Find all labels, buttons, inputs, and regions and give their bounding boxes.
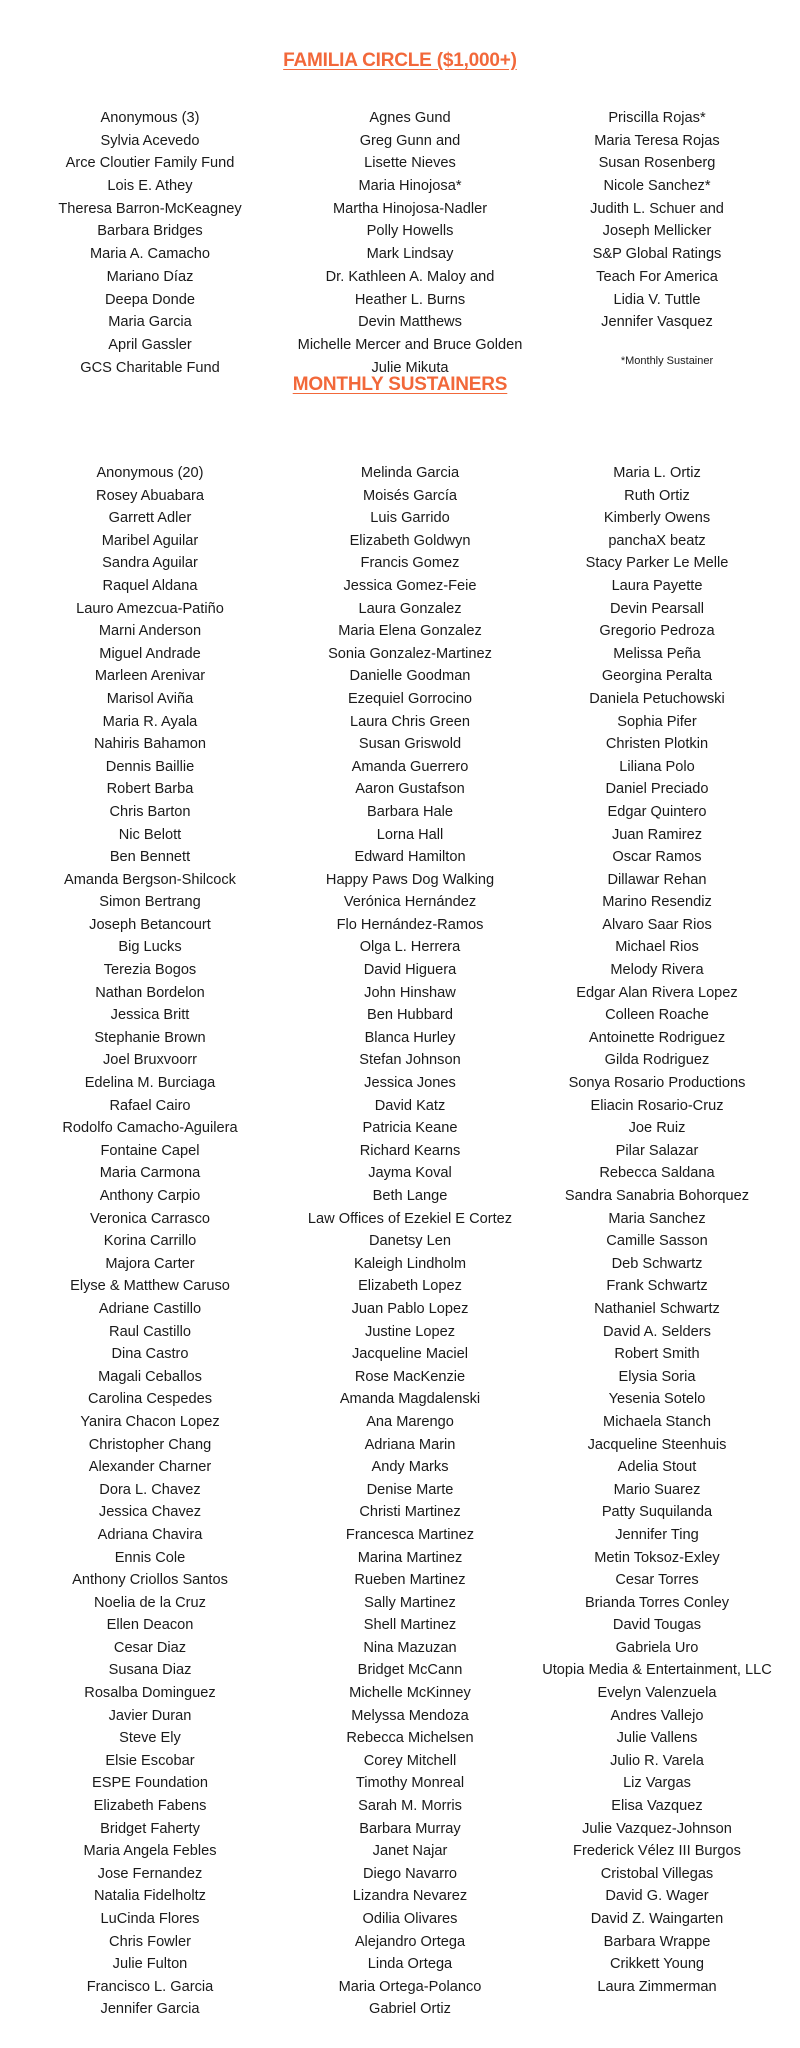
donor-name: Raul Castillo [109,1323,191,1340]
donor-name: Jose Fernandez [97,1865,203,1882]
donor-name: Aaron Gustafson [355,781,465,798]
donor-name: Michelle Mercer and Bruce Golden [297,336,523,353]
donor-name: Colleen Roache [605,1007,709,1024]
donor-name: Juan Ramirez [611,826,703,843]
donor-name: Adelia Stout [617,1459,697,1476]
donor-name: Maria Ortega-Polanco [338,1978,482,1995]
donor-name: Lois E. Athey [107,178,193,195]
donor-name: Lorna Hall [376,826,444,843]
donor-name: Elisa Vazquez [611,1798,703,1815]
donor-name: Francis Gomez [360,555,460,572]
donor-name: Mark Lindsay [366,246,454,263]
donor-name: Veronica Carrasco [89,1210,211,1227]
donor-name: Andy Marks [371,1459,449,1476]
donor-name: Patty Suquilanda [601,1504,713,1521]
donor-name: Brianda Torres Conley [584,1594,730,1611]
sustainers-column-1 [5,462,295,2021]
donor-name: Barbara Murray [359,1820,461,1837]
donor-name: Lauro Amezcua-Patiño [76,600,224,617]
donor-name: Nina Mazuzan [363,1639,457,1656]
donor-name: Jennifer Vasquez [601,314,713,331]
donor-name: Camille Sasson [606,1233,708,1250]
donor-name: Timothy Monreal [355,1775,465,1792]
donor-name: Robert Barba [106,781,194,798]
donor-name: Corey Mitchell [363,1752,457,1769]
donor-name: Majora Carter [105,1255,195,1272]
donor-name: Edgar Alan Rivera Lopez [576,984,738,1001]
donor-name: Richard Kearns [359,1142,461,1159]
donor-name: Alvaro Saar Rios [602,916,712,933]
donor-name: Korina Carrillo [103,1233,197,1250]
donor-name: Rebecca Michelsen [346,1730,474,1747]
donor-name: Natalia Fidelholtz [94,1888,206,1905]
donor-name: Maria Garcia [108,314,192,331]
donor-name: Maribel Aguilar [101,532,199,549]
donor-name: Laura Zimmerman [597,1978,717,1995]
donor-name: Rafael Cairo [109,1097,191,1114]
donor-name: Greg Gunn and [359,132,461,149]
donor-name: Sonya Rosario Productions [568,1075,746,1092]
donor-name: Moisés García [362,487,458,504]
donor-name: Devin Matthews [358,314,462,331]
donor-name: Magali Ceballos [98,1368,202,1385]
donor-name: Rodolfo Camacho-Aguilera [62,1120,238,1137]
donor-name: Jayma Koval [368,1165,452,1182]
donor-name: Ruth Ortiz [624,487,690,504]
donor-name: Stefan Johnson [359,1052,461,1069]
donor-name: Gilda Rodriguez [604,1052,710,1069]
donor-name: Priscilla Rojas* [608,110,706,126]
donor-name: Ennis Cole [114,1549,186,1566]
donor-name: Cesar Diaz [113,1639,187,1656]
donor-name: Susan Griswold [358,736,462,753]
donor-name: Elsie Escobar [105,1752,195,1769]
donor-name: Janet Najar [372,1843,448,1860]
donor-name: Rueben Martinez [354,1572,466,1589]
donor-name: Francesca Martinez [345,1526,475,1543]
donor-name: Nicole Sanchez* [603,178,711,195]
donor-name: Alexander Charner [88,1459,212,1476]
donor-name: Eliacin Rosario-Cruz [590,1097,724,1114]
donor-name: Ben Bennett [109,849,191,866]
donor-name: Fontaine Capel [100,1142,200,1159]
donor-name: Julie Vazquez-Johnson [582,1820,732,1837]
donor-name: Verónica Hernández [343,894,477,911]
donor-name: David Higuera [363,962,457,979]
donor-name: Judith L. Schuer and [590,200,724,217]
donor-name: Melissa Peña [613,645,701,662]
donor-name: Rosalba Dominguez [84,1685,216,1702]
donor-name: Gabriel Ortiz [369,2001,451,2018]
donor-name: Barbara Wrappe [603,1933,711,1950]
donor-name: Christopher Chang [88,1436,212,1453]
donor-name: Olga L. Herrera [359,939,461,956]
donor-name: Patricia Keane [362,1120,458,1137]
donor-name: Michelle McKinney [349,1685,471,1702]
donor-name: Polly Howells [366,223,454,240]
donor-name: Sarah M. Morris [358,1798,462,1815]
donor-name: Susan Rosenberg [598,155,716,172]
donor-name: Heather L. Burns [354,291,466,308]
donor-name: Antoinette Rodriguez [588,1029,726,1046]
donor-name: Nathaniel Schwartz [594,1300,720,1317]
donor-name: Devin Pearsall [609,600,705,617]
donor-name: Sonia Gonzalez-Martinez [328,645,492,662]
donor-name: Theresa Barron-McKeagney [58,200,242,217]
donor-name: Edelina M. Burciaga [84,1075,216,1092]
donor-name: Chris Barton [109,803,191,820]
donor-name: Melody Rivera [610,962,704,979]
donor-name: panchaX beatz [608,532,706,549]
donor-name: Marino Resendiz [602,894,712,911]
donor-name: Georgina Peralta [601,668,713,685]
donor-name: Sally Martinez [364,1594,456,1611]
donor-name: Joel Bruxvoorr [102,1052,198,1069]
donor-name: Elyse & Matthew Caruso [70,1278,230,1295]
donor-name: Javier Duran [108,1707,192,1724]
donor-name: Kimberly Owens [603,510,711,527]
donor-name: Kaleigh Lindholm [354,1255,466,1272]
donor-name: Marleen Arenivar [94,668,206,685]
familia-column-3 [512,107,800,334]
donor-name: Michaela Stanch [603,1413,711,1430]
donor-name: Maria Carmona [99,1165,201,1182]
donor-name: Garrett Adler [108,510,192,527]
donor-name: Elizabeth Goldwyn [349,532,471,549]
donor-name: Arce Cloutier Family Fund [65,155,235,172]
donor-name: Dillawar Rehan [607,871,707,888]
donor-name: Shell Martinez [363,1617,457,1634]
donor-name: Bridget Faherty [100,1820,200,1837]
monthly-sustainers-heading: MONTHLY SUSTAINERS [292,374,508,395]
donor-name: Joe Ruiz [628,1120,686,1137]
donor-name: Dennis Baillie [105,758,195,775]
donor-name: Metin Toksoz-Exley [594,1549,720,1566]
donor-name: Jessica Jones [364,1075,456,1092]
donor-name: Carolina Cespedes [87,1391,213,1408]
familia-circle-heading: FAMILIA CIRCLE ($1,000+) [283,50,517,71]
donor-name: Daniela Petuchowski [589,690,725,707]
donor-name: Rose MacKenzie [354,1368,466,1385]
donor-name: Blanca Hurley [364,1029,456,1046]
donor-name: S&P Global Ratings [592,246,722,263]
donor-name: Justine Lopez [364,1323,456,1340]
donor-name: John Hinshaw [364,984,456,1001]
donor-name: Linda Ortega [367,1956,453,1973]
donor-name: Maria Sanchez [608,1210,706,1227]
donor-name: David Katz [374,1097,446,1114]
donor-name: David G. Wager [605,1888,709,1905]
donor-name: Jessica Gomez-Feie [343,577,477,594]
donor-name: David Tougas [612,1617,702,1634]
donor-name: Anthony Criollos Santos [72,1572,228,1589]
donor-name: Julie Vallens [616,1730,698,1747]
donor-name: Maria Hinojosa* [358,178,462,195]
donor-name: Flo Hernández-Ramos [336,916,484,933]
donor-name: Stephanie Brown [94,1029,206,1046]
donor-name: David Z. Waingarten [590,1911,724,1927]
donor-name: Yanira Chacon Lopez [80,1413,220,1430]
donor-name: Jennifer Ting [615,1526,699,1543]
donor-name: Lizandra Nevarez [352,1888,468,1905]
donor-name: Elizabeth Fabens [93,1798,207,1815]
donor-name: Amanda Guerrero [351,758,469,775]
donor-name: Happy Paws Dog Walking [325,871,495,888]
donor-name: Anthony Carpio [99,1188,201,1204]
donor-name: Stacy Parker Le Melle [585,555,729,572]
familia-column-1 [5,107,295,379]
donor-name: Danielle Goodman [349,668,471,685]
donor-name: Francisco L. Garcia [86,1978,214,1995]
donor-name: Jacqueline Steenhuis [587,1436,727,1453]
donor-name: Rosey Abuabara [96,487,204,504]
donor-name: Sylvia Acevedo [100,132,200,149]
donor-name: Evelyn Valenzuela [597,1685,717,1702]
donor-name: Miguel Andrade [99,645,201,662]
donor-name: Susana Diaz [108,1662,192,1679]
donor-name: Rebecca Saldana [599,1165,715,1182]
donor-name: Daniel Preciado [605,781,709,798]
donor-name: Terezia Bogos [103,962,197,979]
donor-name: Lidia V. Tuttle [613,291,701,308]
donor-name: Deepa Donde [104,291,196,308]
donor-name: GCS Charitable Fund [80,359,220,376]
donor-name: Gabriela Uro [615,1639,699,1656]
donor-name: Chris Fowler [109,1933,191,1950]
donor-name: Jessica Britt [110,1007,190,1024]
donor-name: Teach For America [596,268,718,285]
donor-name: Edgar Quintero [607,803,707,820]
donor-name: Nathan Bordelon [95,984,205,1001]
donor-name: Jessica Chavez [98,1504,202,1521]
donor-name: Anonymous (3) [100,110,200,126]
donor-name: Ellen Deacon [106,1617,194,1634]
donor-name: Maria R. Ayala [102,713,198,730]
donor-name: Agnes Gund [369,110,451,126]
donor-name: Denise Marte [366,1481,454,1498]
donor-name: Joseph Betancourt [89,916,211,933]
donor-name: Ezequiel Gorrocino [347,690,473,707]
donor-name: Pilar Salazar [615,1142,699,1159]
donor-name: Robert Smith [614,1346,700,1363]
donor-name: Frank Schwartz [606,1278,708,1295]
donor-name: Yesenia Sotelo [608,1391,706,1408]
donor-name: Maria A. Camacho [89,246,211,263]
donor-name: Edward Hamilton [354,849,466,866]
donor-name: Maria Teresa Rojas [594,132,720,149]
donor-name: Amanda Magdalenski [339,1391,481,1408]
donor-name: David A. Selders [603,1323,711,1340]
donor-name: Christen Plotkin [605,736,709,753]
donor-name: Marni Anderson [98,623,202,640]
donor-name: ESPE Foundation [91,1775,209,1792]
sustainers-column-3 [512,462,800,1998]
donor-name: Jacqueline Maciel [351,1346,468,1363]
donor-name: Julio R. Varela [610,1752,704,1769]
donor-name: Raquel Aldana [102,577,198,594]
donor-name: Deb Schwartz [611,1255,703,1272]
donor-name: Odilia Olivares [362,1911,458,1927]
donor-name: Julie Mikuta [371,359,449,376]
donor-name: Julie Fulton [112,1956,188,1973]
donor-name: LuCinda Flores [100,1911,200,1927]
donor-name: Liz Vargas [623,1775,691,1792]
donor-name: Bridget McCann [357,1662,463,1679]
donor-name: Melinda Garcia [360,465,460,481]
donor-name: Dr. Kathleen A. Maloy and [325,268,495,285]
donor-name: Frederick Vélez III Burgos [573,1843,741,1860]
donor-name: Barbara Bridges [97,223,203,240]
donor-name: Anonymous (20) [96,465,204,481]
donor-name: Amanda Bergson-Shilcock [64,871,236,888]
donor-name: Mariano Díaz [106,268,194,285]
donor-name: Mario Suarez [613,1481,701,1498]
donor-name: Luis Garrido [370,510,450,527]
donor-name: Maria L. Ortiz [613,465,701,481]
donor-name: Maria Elena Gonzalez [338,623,482,640]
donor-name: Nahiris Bahamon [94,736,206,753]
donor-name: Big Lucks [118,939,182,956]
donor-name: Sandra Sanabria Bohorquez [564,1188,750,1204]
donor-name: Oscar Ramos [612,849,702,866]
donor-name: Michael Rios [615,939,699,956]
donor-name: Steve Ely [119,1730,181,1747]
donor-name: Adriane Castillo [98,1300,202,1317]
donor-name: Juan Pablo Lopez [351,1300,469,1317]
donor-name: Sandra Aguilar [102,555,198,572]
donor-name: Jennifer Garcia [100,2001,200,2018]
donor-name: Dina Castro [111,1346,189,1363]
donor-name: Martha Hinojosa-Nadler [332,200,488,217]
donor-name: Elysia Soria [618,1368,696,1385]
donor-name: Adriana Chavira [97,1526,203,1543]
donor-name: Gregorio Pedroza [599,623,715,640]
donor-name: Law Offices of Ezekiel E Cortez [307,1210,513,1227]
donor-name: Beth Lange [372,1188,448,1204]
donor-name: Melyssa Mendoza [351,1707,469,1724]
donor-name: Dora L. Chavez [99,1481,201,1498]
monthly-sustainer-note: *Monthly Sustainer [620,355,714,367]
donor-name: Maria Angela Febles [83,1843,217,1860]
donor-name: Utopia Media & Entertainment, LLC [542,1662,772,1679]
donor-name: Noelia de la Cruz [94,1594,206,1611]
donor-name: Crikkett Young [609,1956,705,1973]
donor-name: Adriana Marin [364,1436,456,1453]
donor-name: Nic Belott [118,826,182,843]
donor-name: Laura Chris Green [349,713,471,730]
donor-name: Cesar Torres [615,1572,699,1589]
donor-name: Joseph Mellicker [602,223,712,240]
donor-name: April Gassler [108,336,192,353]
donor-name: Danetsy Len [369,1233,451,1250]
donor-name: Andres Vallejo [610,1707,704,1724]
donor-name: Liliana Polo [619,758,695,775]
donor-name: Ben Hubbard [366,1007,453,1024]
donor-name: Ana Marengo [366,1413,454,1430]
donor-name: Lisette Nieves [364,155,456,172]
donor-name: Barbara Hale [367,803,453,820]
donor-name: Cristobal Villegas [600,1865,714,1882]
donor-name: Christi Martinez [359,1504,461,1521]
donor-name: Laura Payette [611,577,703,594]
donor-name: Simon Bertrang [99,894,201,911]
donor-name: Elizabeth Lopez [358,1278,462,1295]
donor-name: Alejandro Ortega [354,1933,466,1950]
donor-name: Laura Gonzalez [358,600,462,617]
donor-name: Marina Martinez [357,1549,463,1566]
donor-name: Sophia Pifer [617,713,697,730]
donor-name: Diego Navarro [362,1865,458,1882]
donor-name: Marisol Aviña [106,690,194,707]
